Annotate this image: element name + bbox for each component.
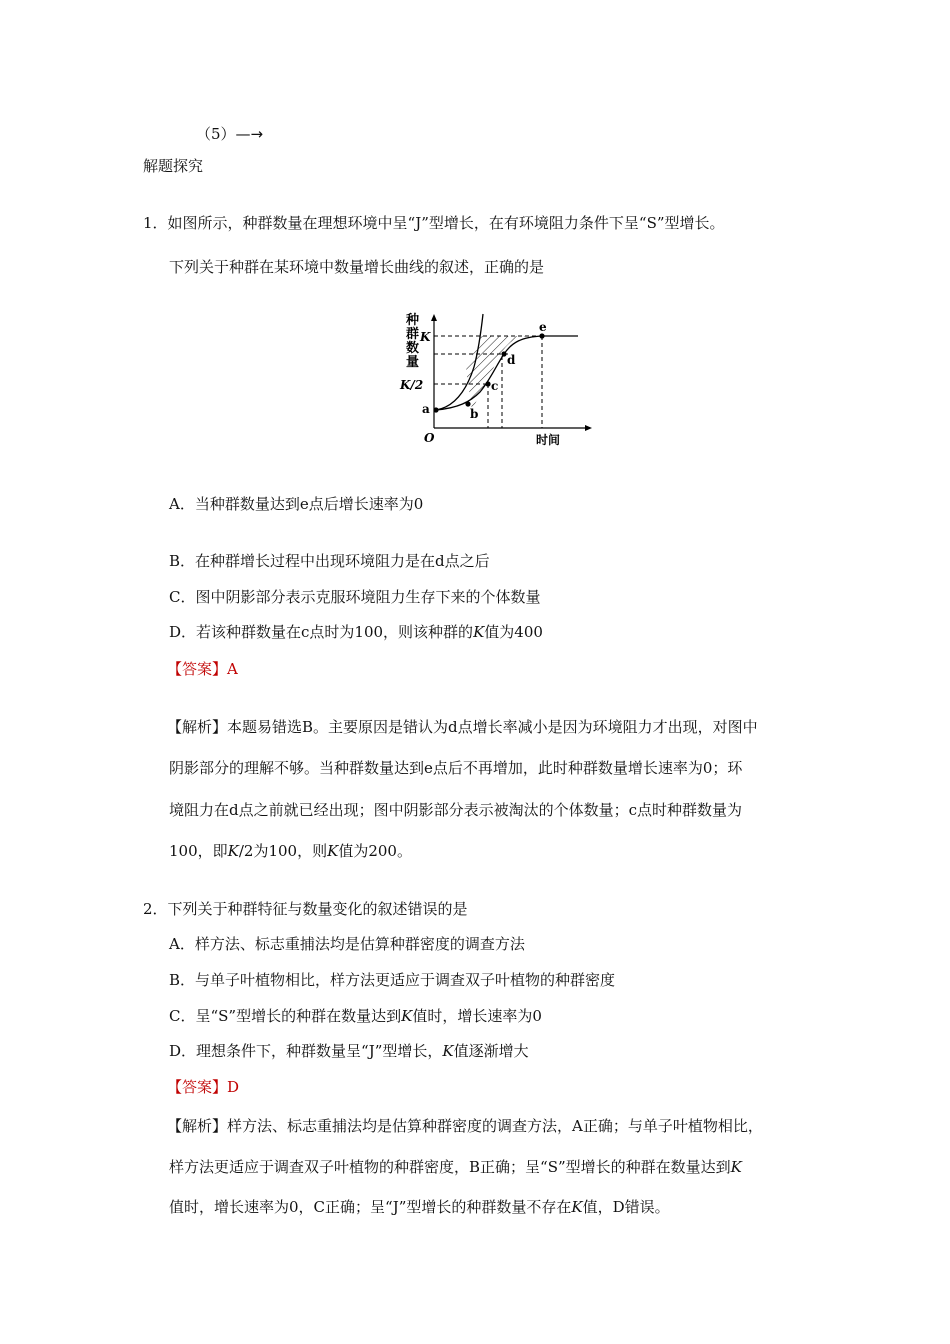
label-a: a	[422, 402, 430, 416]
k-symbol: K	[227, 842, 239, 860]
q1-option-d-text: D．若该种群数量在c点时为100，则该种群的	[169, 623, 474, 641]
q1-explanation-line3: 境阻力在d点之前就已经出现；图中阴影部分表示被淘汰的个体数量；c点时种群数量为	[169, 801, 743, 819]
q1-explanation-line4	[169, 841, 412, 861]
shaded-area	[466, 336, 542, 410]
q2-explanation-line2	[169, 1157, 742, 1177]
q1-explanation-line2: 阴影部分的理解不够。当种群数量达到e点后不再增加，此时种群数量增长速率为0；环	[169, 759, 743, 777]
expl-text: 值为200。	[338, 842, 412, 860]
k-symbol: K	[473, 623, 485, 641]
label-origin: O	[424, 431, 435, 445]
y-axis-label-char: 量	[406, 355, 420, 370]
q1-stem-line2: 下列关于种群在某环境中数量增长曲线的叙述，正确的是	[169, 258, 545, 276]
arrow-icon: —→	[235, 125, 264, 143]
point-b	[465, 401, 470, 406]
label-e: e	[539, 320, 547, 334]
expl-text: 值，D错误。	[582, 1198, 670, 1216]
label-k-half: K/2	[400, 378, 424, 392]
q1-option-c: C．图中阴影部分表示克服环境阻力生存下来的个体数量	[169, 588, 541, 606]
q2-option-c-text: C．呈“S”型增长的种群在数量达到	[169, 1007, 402, 1025]
section-title: 解题探究	[143, 157, 204, 175]
k-symbol: K	[730, 1158, 742, 1176]
label-b: b	[470, 407, 479, 421]
x-axis-label: 时间	[536, 433, 561, 447]
k-symbol: K	[327, 842, 339, 860]
label-c: c	[491, 379, 499, 393]
q2-stem: 2．下列关于种群特征与数量变化的叙述错误的是	[143, 900, 468, 918]
point-e	[539, 333, 544, 338]
item-5-label: （5）	[196, 125, 236, 143]
point-c	[485, 381, 490, 386]
q1-option-d	[169, 622, 543, 642]
label-d: d	[507, 353, 516, 367]
x-axis-arrow-icon	[585, 425, 592, 431]
q2-option-d-text: D．理想条件下，种群数量呈“J”型增长，	[169, 1042, 443, 1060]
q2-option-c-tail: 值时，增长速率为0	[412, 1007, 542, 1025]
item-5-line	[196, 124, 263, 144]
y-axis-label-char: 种	[406, 313, 420, 328]
q2-option-a: A．样方法、标志重捕法均是估算种群密度的调查方法	[169, 935, 525, 953]
k-symbol: K	[401, 1007, 413, 1025]
k-symbol: K	[442, 1042, 454, 1060]
y-axis-label-char: 数	[406, 341, 420, 356]
q2-option-b: B．与单子叶植物相比，样方法更适应于调查双子叶植物的种群密度	[169, 971, 616, 989]
expl-text: 样方法更适应于调查双子叶植物的种群密度，B正确；呈“S”型增长的种群在数量达到	[169, 1158, 731, 1176]
q1-explanation-line1: 【解析】本题易错选B。主要原因是错认为d点增长率减小是因为环境阻力才出现，对图中	[167, 718, 758, 736]
point-d	[501, 351, 506, 356]
q1-option-d-tail: 值为400	[484, 623, 543, 641]
expl-text: /2为100，则	[238, 842, 328, 860]
q1-stem-line1: 1．如图所示，种群数量在理想环境中呈“J”型增长，在有环境阻力条件下呈“S”型增长。	[143, 214, 725, 232]
q1-option-a: A．当种群数量达到e点后增长速率为0	[169, 495, 424, 513]
label-k: K	[420, 330, 431, 344]
q2-option-c	[169, 1006, 542, 1026]
expl-text: 值时，增长速率为0，C正确；呈“J”型增长的种群数量不存在	[169, 1198, 572, 1216]
q2-explanation-line3	[169, 1197, 670, 1217]
q2-option-d-tail: 值逐渐增大	[453, 1042, 529, 1060]
k-symbol: K	[571, 1198, 583, 1216]
population-growth-figure	[396, 312, 596, 448]
expl-text: 100，即	[169, 842, 228, 860]
q2-option-d	[169, 1041, 529, 1061]
y-axis-label-char: 群	[406, 327, 420, 342]
q2-explanation-line1: 【解析】样方法、标志重捕法均是估算种群密度的调查方法，A正确；与单子叶植物相比，	[167, 1117, 763, 1135]
y-axis-arrow-icon	[431, 314, 437, 321]
point-a	[433, 407, 438, 412]
q2-answer: 【答案】D	[167, 1078, 240, 1096]
q1-option-b: B．在种群增长过程中出现环境阻力是在d点之后	[169, 552, 490, 570]
q1-answer: 【答案】A	[167, 660, 238, 678]
